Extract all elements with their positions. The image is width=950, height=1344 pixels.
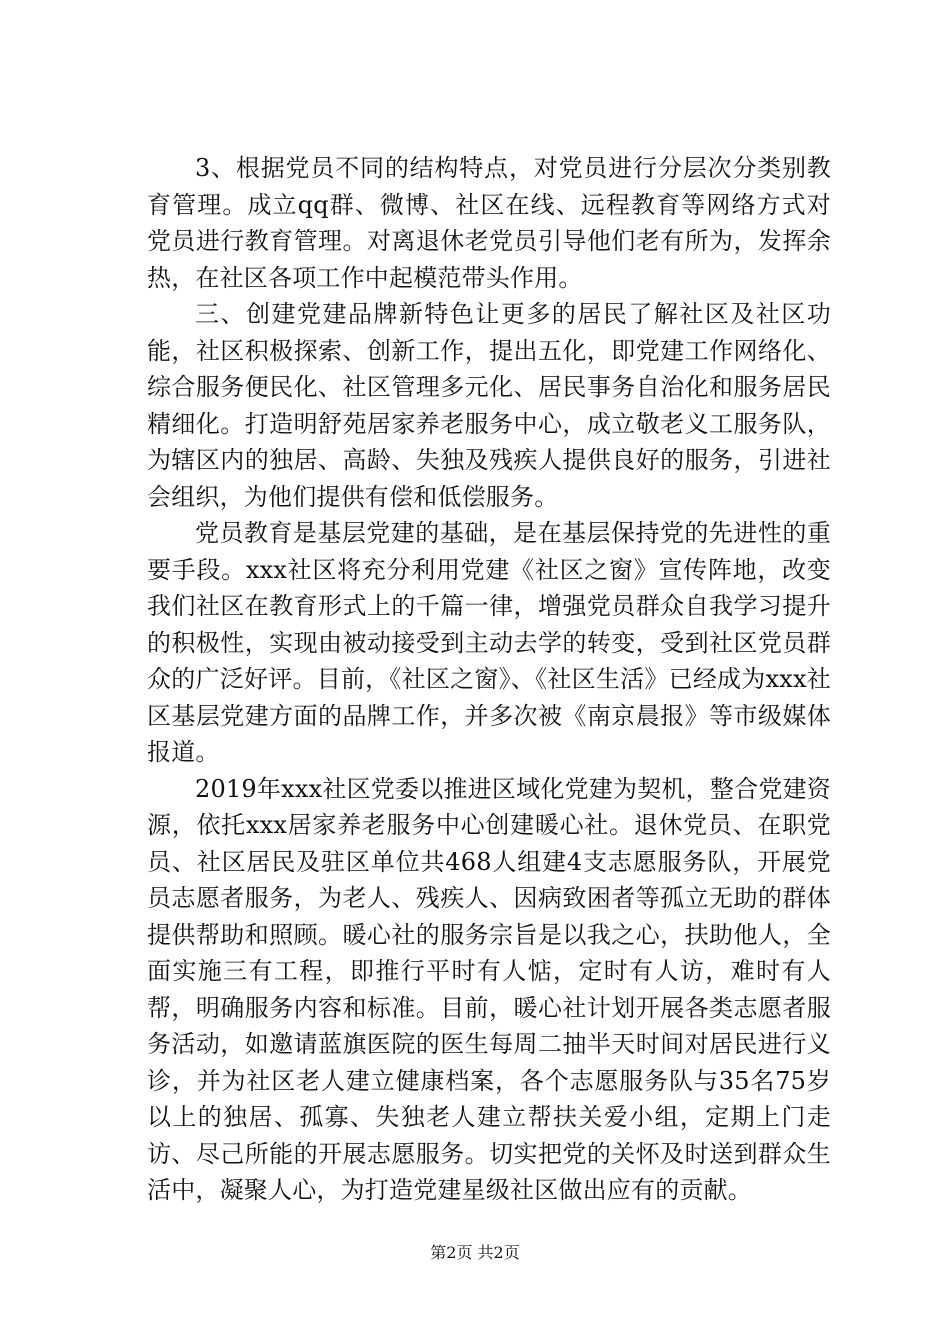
page-footer: 第2页 共2页 [430, 1243, 520, 1262]
document-body [147, 150, 831, 1209]
paragraph-warm-heart-society: 2019年xxx社区党委以推进区域化党建为契机，整合党建资源，依托xxx居家养老服务中心创建暖心社。退休党员、在职党员、社区居民及驻区单位共468人组建4支志愿服务队，开展党员志愿者服务，为老人、残疾人、因病致困者等孤立无助的群体提供帮助和照顾。暖心社的服务宗旨是以我之心，扶助他人，全面实施三有工程，即推行平时有人惦，定时有人访，难时有人帮，明确服务内容和标准。目前，暖心社计划开展各类志愿者服务活动，如邀请蓝旗医院的医生每周二抽半天时间对居民进行义诊，并为社区老人建立健康档案，各个志愿服务队与35名75岁以上的独居、孤寡、失独老人建立帮扶关爱小组，定期上门走访、尽己所能的开展志愿服务。切实把党的关怀及时送到群众生活中，凝聚人心，为打造党建星级社区做出应有的贡献。 [147, 774, 831, 1204]
paragraph-party-brand-features: 三、创建党建品牌新特色让更多的居民了解社区及社区功能，社区积极探索、创新工作，提出五化，即党建工作网络化、综合服务便民化、社区管理多元化、居民事务自治化和服务居民精细化。打造明舒苑居家养老服务中心，成立敬老义工服务队，为辖区内的独居、高龄、失独及残疾人提供良好的服务，引进社会组织，为他们提供有偿和低偿服务。 [147, 300, 831, 511]
paragraph-party-education-foundation: 党员教育是基层党建的基础，是在基层保持党的先进性的重要手段。xxx社区将充分利用党建《社区之窗》宣传阵地，改变我们社区在教育形式上的千篇一律，增强党员群众自我学习提升的积极性，实现由被动接受到主动去学的转变，受到社区党员群众的广泛好评。目前，《社区之窗》、《社区生活》已经成为xxx社区基层党建方面的品牌工作，并多次被《南京晨报》等市级媒体报道。 [147, 519, 831, 766]
paragraph-member-education-management: 3、根据党员不同的结构特点，对党员进行分层次分类别教育管理。成立qq群、微博、社区在线、远程教育等网络方式对党员进行教育管理。对离退休老党员引导他们老有所为，发挥余热，在社区各项工作中起模范带头作用。 [147, 154, 831, 292]
